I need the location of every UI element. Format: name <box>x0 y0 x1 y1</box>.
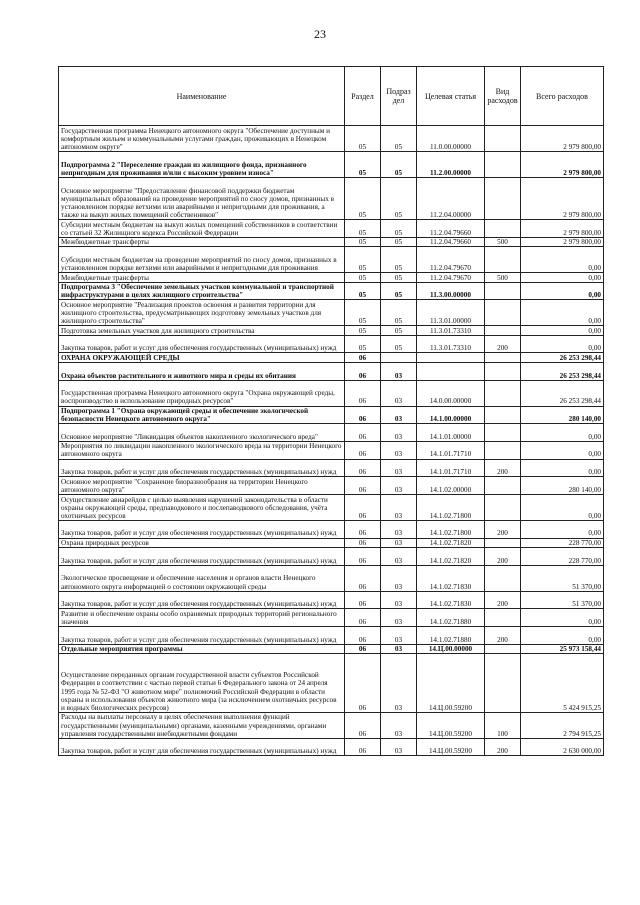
row-subsection: 03 <box>381 406 417 424</box>
row-name: Субсидии местным бюджетам на проведение мероприятий по сносу домов, признанных в установленном порядке ветхими или аварийными и непригодными для проживания <box>59 247 345 273</box>
header-name: Наименование <box>59 67 345 126</box>
table-row <box>59 362 604 380</box>
table-row <box>59 644 604 654</box>
row-target: 14.1.02.71800 <box>417 520 485 538</box>
table-row <box>59 548 604 566</box>
row-subsection: 05 <box>381 177 417 219</box>
row-total: 0,00 <box>521 335 604 353</box>
row-total: 0,00 <box>521 459 604 477</box>
row-subsection: 05 <box>381 220 417 238</box>
table-row <box>59 609 604 627</box>
table-row <box>59 441 604 459</box>
row-target: 14.1.02.71830 <box>417 591 485 609</box>
row-expense-type <box>485 477 521 495</box>
row-section: 05 <box>345 335 381 353</box>
row-section: 06 <box>345 424 381 442</box>
row-subsection: 03 <box>381 459 417 477</box>
row-name: Закупка товаров, работ и услуг для обеспечения государственных (муниципальных) нужд <box>59 335 345 353</box>
row-name: Закупка товаров, работ и услуг для обеспечения государственных (муниципальных) нужд <box>59 459 345 477</box>
row-target: 14.1.01.71710 <box>417 441 485 459</box>
row-expense-type <box>485 177 521 219</box>
table-row <box>59 494 604 520</box>
table-row <box>59 282 604 300</box>
table-row <box>59 654 604 713</box>
row-section: 06 <box>345 459 381 477</box>
row-expense-type <box>485 353 521 363</box>
table-row <box>59 237 604 247</box>
row-name: ОХРАНА ОКРУЖАЮЩЕЙ СРЕДЫ <box>59 353 345 363</box>
row-expense-type <box>485 424 521 442</box>
row-section: 06 <box>345 477 381 495</box>
row-total: 0,00 <box>521 626 604 644</box>
row-name: Охрана природных ресурсов <box>59 538 345 548</box>
row-section: 06 <box>345 494 381 520</box>
row-target <box>417 353 485 363</box>
table-header-row <box>59 67 604 126</box>
row-subsection: 03 <box>381 565 417 591</box>
row-name: Развитие и обеспечение охраны особо охраняемых природных территорий регионального значения <box>59 609 345 627</box>
row-total: 2 630 000,00 <box>521 738 604 756</box>
row-expense-type <box>485 151 521 177</box>
row-expense-type <box>485 441 521 459</box>
row-subsection: 05 <box>381 300 417 326</box>
row-name: Экологическое просвещение и обеспечение населения и органов власти Ненецкого автономного округа информацией о состоянии окружающей среды <box>59 565 345 591</box>
row-total: 2 979 800,00 <box>521 177 604 219</box>
table-row <box>59 565 604 591</box>
row-subsection: 03 <box>381 654 417 713</box>
row-target: 14.1.00.00000 <box>417 406 485 424</box>
table-row <box>59 738 604 756</box>
row-target: 14.Ц.00.00000 <box>417 644 485 654</box>
row-target <box>417 362 485 380</box>
header-subsection: Подраз дел <box>381 67 417 126</box>
row-section: 06 <box>345 520 381 538</box>
row-target: 11.2.04.79670 <box>417 273 485 283</box>
row-section: 06 <box>345 548 381 566</box>
row-section: 06 <box>345 441 381 459</box>
row-expense-type: 200 <box>485 520 521 538</box>
table-row <box>59 459 604 477</box>
row-target: 11.3.00.00000 <box>417 282 485 300</box>
row-section: 06 <box>345 609 381 627</box>
row-name: Основное мероприятие "Ликвидация объектов накопленного экологического вреда" <box>59 424 345 442</box>
row-subsection: 05 <box>381 151 417 177</box>
row-section: 05 <box>345 326 381 336</box>
row-subsection: 05 <box>381 247 417 273</box>
row-subsection: 05 <box>381 126 417 152</box>
row-total: 228 770,00 <box>521 538 604 548</box>
row-name: Основное мероприятие "Предоставление финансовой поддержки бюджетам муниципальных образований на проведение мероприятий по сносу домов, признанных в установленном порядке ветхими или аварийными и непригодными для проживания, а также на выкуп жилых помещений собственников" <box>59 177 345 219</box>
row-total: 0,00 <box>521 494 604 520</box>
table-row <box>59 424 604 442</box>
row-target: 14.1.01.71710 <box>417 459 485 477</box>
row-target: 14.1.02.71830 <box>417 565 485 591</box>
row-total: 26 253 298,44 <box>521 353 604 363</box>
row-total: 2 979 800,00 <box>521 126 604 152</box>
row-name: Субсидии местным бюджетам на выкуп жилых помещений собственников в соответствии со статьей 32 Жилищного кодекса Российской Федерации <box>59 220 345 238</box>
row-target: 14.1.02.00000 <box>417 477 485 495</box>
row-subsection: 03 <box>381 548 417 566</box>
row-target: 14.1.01.00000 <box>417 424 485 442</box>
row-target: 14.0.00.00000 <box>417 380 485 406</box>
row-section: 06 <box>345 538 381 548</box>
row-section: 06 <box>345 654 381 713</box>
table-row <box>59 538 604 548</box>
row-expense-type <box>485 126 521 152</box>
row-expense-type: 200 <box>485 591 521 609</box>
row-name: Закупка товаров, работ и услуг для обеспечения государственных (муниципальных) нужд <box>59 626 345 644</box>
row-total: 0,00 <box>521 441 604 459</box>
row-target: 11.0.00.00000 <box>417 126 485 152</box>
row-section: 06 <box>345 362 381 380</box>
row-total: 0,00 <box>521 424 604 442</box>
row-target: 14.1.02.71820 <box>417 538 485 548</box>
row-total: 228 770,00 <box>521 548 604 566</box>
row-total: 5 424 915,25 <box>521 654 604 713</box>
row-subsection: 03 <box>381 380 417 406</box>
row-subsection: 03 <box>381 609 417 627</box>
row-target: 14.1.02.71820 <box>417 548 485 566</box>
row-subsection: 03 <box>381 644 417 654</box>
table-row <box>59 326 604 336</box>
header-total: Всего расходов <box>521 67 604 126</box>
row-section: 06 <box>345 626 381 644</box>
row-name: Осуществление авиарейдов с целью выявления нарушений законодательства в области охраны окружающей среды, предпаводкового и послепаводкового обследования, учёта охотничьих ресурсов <box>59 494 345 520</box>
row-total: 0,00 <box>521 273 604 283</box>
row-name: Основное мероприятие "Сохранение биоразнообразия на территории Ненецкого автономного округа" <box>59 477 345 495</box>
row-subsection: 05 <box>381 273 417 283</box>
row-name: Закупка товаров, работ и услуг для обеспечения государственных (муниципальных) нужд <box>59 591 345 609</box>
row-total: 25 973 158,44 <box>521 644 604 654</box>
row-section: 05 <box>345 126 381 152</box>
row-subsection: 03 <box>381 712 417 738</box>
row-section: 06 <box>345 591 381 609</box>
row-name: Подпрограмма 2 "Переселение граждан из жилищного фонда, признанного непригодным для проживания и/или с высоким уровнем износа" <box>59 151 345 177</box>
table-row <box>59 151 604 177</box>
row-expense-type: 100 <box>485 712 521 738</box>
row-subsection: 05 <box>381 282 417 300</box>
row-expense-type: 500 <box>485 237 521 247</box>
row-total: 26 253 298,44 <box>521 380 604 406</box>
row-subsection <box>381 353 417 363</box>
row-expense-type <box>485 565 521 591</box>
table-row <box>59 626 604 644</box>
row-name: Государственная программа Ненецкого автономного округа "Обеспечение доступным и комфортным жильем и коммунальными услугами граждан, проживающих в Ненецком автономном округе" <box>59 126 345 152</box>
row-name: Отдельные мероприятия программы <box>59 644 345 654</box>
table-row <box>59 273 604 283</box>
table-row <box>59 477 604 495</box>
row-subsection: 03 <box>381 520 417 538</box>
row-subsection: 03 <box>381 538 417 548</box>
table-row <box>59 591 604 609</box>
row-target: 11.3.01.73310 <box>417 326 485 336</box>
row-total: 0,00 <box>521 247 604 273</box>
row-subsection: 03 <box>381 441 417 459</box>
row-name: Охрана объектов растительного и животного мира и среды их обитания <box>59 362 345 380</box>
row-expense-type: 500 <box>485 273 521 283</box>
row-target: 11.2.04.79660 <box>417 237 485 247</box>
row-subsection: 03 <box>381 626 417 644</box>
row-section: 06 <box>345 738 381 756</box>
budget-table <box>58 66 604 756</box>
row-name: Закупка товаров, работ и услуг для обеспечения государственных (муниципальных) нужд <box>59 548 345 566</box>
table-row <box>59 520 604 538</box>
row-subsection: 05 <box>381 326 417 336</box>
row-target: 11.3.01.73310 <box>417 335 485 353</box>
row-expense-type <box>485 494 521 520</box>
row-target: 14.Ц.00.59200 <box>417 738 485 756</box>
row-expense-type <box>485 220 521 238</box>
row-name: Закупка товаров, работ и услуг для обеспечения государственных (муниципальных) нужд <box>59 520 345 538</box>
row-subsection: 03 <box>381 591 417 609</box>
row-expense-type: 200 <box>485 738 521 756</box>
row-target: 11.2.04.79670 <box>417 247 485 273</box>
row-total: 0,00 <box>521 300 604 326</box>
header-target: Целевая статья <box>417 67 485 126</box>
row-expense-type <box>485 282 521 300</box>
row-name: Закупка товаров, работ и услуг для обеспечения государственных (муниципальных) нужд <box>59 738 345 756</box>
row-subsection: 03 <box>381 362 417 380</box>
row-subsection: 05 <box>381 335 417 353</box>
row-target: 14.1.02.71880 <box>417 626 485 644</box>
row-section: 05 <box>345 282 381 300</box>
row-total: 0,00 <box>521 326 604 336</box>
row-expense-type <box>485 406 521 424</box>
row-section: 05 <box>345 220 381 238</box>
row-section: 05 <box>345 273 381 283</box>
row-total: 26 253 298,44 <box>521 362 604 380</box>
row-total: 51 370,00 <box>521 591 604 609</box>
row-target: 14.1.02.71880 <box>417 609 485 627</box>
row-total: 0,00 <box>521 282 604 300</box>
row-name: Подпрограмма 3 "Обеспечение земельных участков коммунальной и транспортной инфраструктурами в целях жилищного строительства" <box>59 282 345 300</box>
row-expense-type <box>485 362 521 380</box>
table-row <box>59 177 604 219</box>
row-total: 51 370,00 <box>521 565 604 591</box>
row-subsection: 05 <box>381 237 417 247</box>
header-expense-type: Вид расходов <box>485 67 521 126</box>
row-expense-type: 200 <box>485 335 521 353</box>
row-expense-type: 200 <box>485 548 521 566</box>
row-target: 11.3.01.00000 <box>417 300 485 326</box>
row-expense-type <box>485 326 521 336</box>
row-target: 14.Ц.00.59200 <box>417 712 485 738</box>
row-name: Мероприятия по ликвидации накопленного экологического вреда на территории Ненецкого автономного округа <box>59 441 345 459</box>
table-row <box>59 126 604 152</box>
row-target: 11.2.04.00000 <box>417 177 485 219</box>
row-name: Осуществление переданных органам государственной власти субъектов Российской Федерации в соответствии с частью первой статьи 6 Федерального закона от 24 апреля 1995 года № 52-ФЗ "О животном мире" полномочий Российской Федерации в области охраны и использования объектов животного мира (за исключением охотничьих ресурсов и водных биологических ресурсов) <box>59 654 345 713</box>
table-row <box>59 380 604 406</box>
row-section: 06 <box>345 712 381 738</box>
row-target: 11.2.00.00000 <box>417 151 485 177</box>
row-target: 14.1.02.71800 <box>417 494 485 520</box>
row-expense-type <box>485 609 521 627</box>
row-total: 2 979 800,00 <box>521 237 604 247</box>
table-row <box>59 712 604 738</box>
row-section: 06 <box>345 644 381 654</box>
row-total: 2 794 915,25 <box>521 712 604 738</box>
row-subsection: 03 <box>381 477 417 495</box>
row-total: 280 140,00 <box>521 406 604 424</box>
row-name: Подготовка земельных участков для жилищного строительства <box>59 326 345 336</box>
row-name: Расходы на выплаты персоналу в целях обеспечения выполнения функций государственными (муниципальными) органами, казенными учреждениями, органами управления государственными внебюджетными фондами <box>59 712 345 738</box>
row-name: Межбюджетные трансферты <box>59 273 345 283</box>
row-total: 0,00 <box>521 609 604 627</box>
row-section: 06 <box>345 406 381 424</box>
row-section: 06 <box>345 380 381 406</box>
row-section: 06 <box>345 353 381 363</box>
row-name: Государственная программа Ненецкого автономного округа "Охрана окружающей среды, воспроизводство и использование природных ресурсов" <box>59 380 345 406</box>
row-section: 05 <box>345 237 381 247</box>
table-row <box>59 406 604 424</box>
row-expense-type <box>485 300 521 326</box>
row-section: 06 <box>345 565 381 591</box>
table-row <box>59 335 604 353</box>
row-subsection: 03 <box>381 424 417 442</box>
row-expense-type: 200 <box>485 459 521 477</box>
row-section: 05 <box>345 151 381 177</box>
row-subsection: 03 <box>381 738 417 756</box>
row-total: 280 140,00 <box>521 477 604 495</box>
row-expense-type <box>485 644 521 654</box>
row-expense-type: 200 <box>485 626 521 644</box>
header-section: Раздел <box>345 67 381 126</box>
row-expense-type <box>485 380 521 406</box>
row-section: 05 <box>345 300 381 326</box>
table-row <box>59 353 604 363</box>
row-section: 05 <box>345 177 381 219</box>
table-row <box>59 247 604 273</box>
row-total: 2 979 800,00 <box>521 151 604 177</box>
row-total: 2 979 800,00 <box>521 220 604 238</box>
row-name: Основное мероприятие "Реализация проектов освоения и развития территории для жилищного строительства, предусматривающих подготовку земельных участков для жилищного строительства" <box>59 300 345 326</box>
row-expense-type <box>485 538 521 548</box>
row-target: 14.Ц.00.59200 <box>417 654 485 713</box>
row-expense-type <box>485 654 521 713</box>
row-subsection: 03 <box>381 494 417 520</box>
row-name: Межбюджетные трансферты <box>59 237 345 247</box>
row-section: 05 <box>345 247 381 273</box>
row-name: Подпрограмма 1 "Охрана окружающей среды и обеспечение экологической безопасности Ненецкого автономного округа" <box>59 406 345 424</box>
table-row <box>59 220 604 238</box>
page-number: 23 <box>314 27 326 41</box>
row-target: 11.2.04.79660 <box>417 220 485 238</box>
table-row <box>59 300 604 326</box>
row-total: 0,00 <box>521 520 604 538</box>
row-expense-type <box>485 247 521 273</box>
